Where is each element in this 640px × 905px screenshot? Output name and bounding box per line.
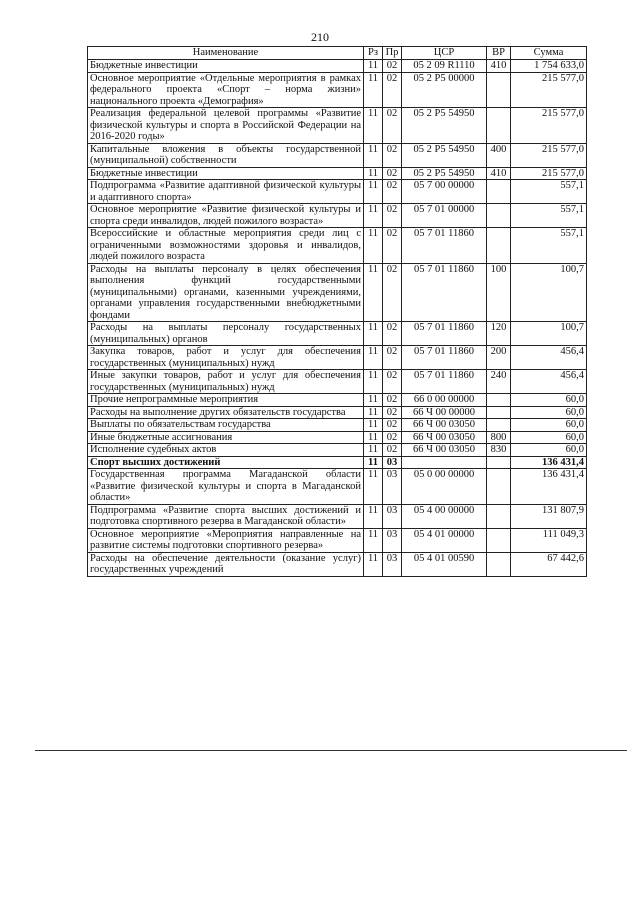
table-row <box>88 394 587 407</box>
cell-vr: 100 <box>487 263 511 322</box>
table-row <box>88 108 587 144</box>
cell-name: Спорт высших достижений <box>88 456 364 469</box>
cell-sum: 136 431,4 <box>511 469 587 505</box>
cell-name: Расходы на выполнение других обязательств государства <box>88 406 364 419</box>
cell-vr: 400 <box>487 143 511 167</box>
cell-csr: 05 0 00 00000 <box>402 469 487 505</box>
cell-pr: 03 <box>383 504 402 528</box>
cell-vr: 120 <box>487 322 511 346</box>
cell-vr <box>487 469 511 505</box>
cell-sum: 215 577,0 <box>511 72 587 108</box>
header-name: Наименование <box>88 47 364 60</box>
cell-sum: 557,1 <box>511 180 587 204</box>
cell-name: Бюджетные инвестиции <box>88 60 364 73</box>
cell-rz: 11 <box>364 180 383 204</box>
header-sum: Сумма <box>511 47 587 60</box>
table-row <box>88 346 587 370</box>
cell-csr: 66 Ч 00 00000 <box>402 406 487 419</box>
cell-csr: 05 7 01 11860 <box>402 228 487 264</box>
cell-sum: 60,0 <box>511 394 587 407</box>
table-row <box>88 322 587 346</box>
cell-csr: 05 7 01 11860 <box>402 370 487 394</box>
cell-rz: 11 <box>364 394 383 407</box>
cell-sum: 215 577,0 <box>511 143 587 167</box>
cell-name: Основное мероприятие «Развитие физической культуры и спорта среди инвалидов, людей пожилого возраста» <box>88 204 364 228</box>
cell-csr: 66 Ч 00 03050 <box>402 431 487 444</box>
cell-sum: 60,0 <box>511 444 587 457</box>
cell-sum: 557,1 <box>511 228 587 264</box>
cell-csr: 05 2 P5 00000 <box>402 72 487 108</box>
cell-sum: 60,0 <box>511 419 587 432</box>
table-row <box>88 180 587 204</box>
cell-rz: 11 <box>364 444 383 457</box>
cell-vr: 800 <box>487 431 511 444</box>
cell-name: Капитальные вложения в объекты государственной (муниципальной) собственности <box>88 143 364 167</box>
table-row <box>88 444 587 457</box>
cell-pr: 03 <box>383 456 402 469</box>
cell-csr: 05 7 01 11860 <box>402 263 487 322</box>
table-row <box>88 528 587 552</box>
cell-name: Прочие непрограммные мероприятия <box>88 394 364 407</box>
table-row <box>88 431 587 444</box>
table-row <box>88 143 587 167</box>
cell-pr: 02 <box>383 167 402 180</box>
cell-vr: 240 <box>487 370 511 394</box>
cell-pr: 03 <box>383 528 402 552</box>
table-row <box>88 469 587 505</box>
cell-name: Иные бюджетные ассигнования <box>88 431 364 444</box>
cell-rz: 11 <box>364 504 383 528</box>
cell-sum: 557,1 <box>511 204 587 228</box>
cell-vr <box>487 456 511 469</box>
cell-vr <box>487 72 511 108</box>
cell-pr: 02 <box>383 263 402 322</box>
budget-table <box>87 46 587 577</box>
cell-pr: 02 <box>383 228 402 264</box>
cell-rz: 11 <box>364 528 383 552</box>
cell-pr: 02 <box>383 394 402 407</box>
cell-sum: 131 807,9 <box>511 504 587 528</box>
cell-rz: 11 <box>364 346 383 370</box>
footer-divider <box>35 750 627 751</box>
cell-vr <box>487 228 511 264</box>
cell-name: Расходы на выплаты персоналу в целях обеспечения выполнения функций государственными (муниципальными) органами, казенными учреждениями, органами управления государственными внебюджетными фондами <box>88 263 364 322</box>
cell-name: Исполнение судебных актов <box>88 444 364 457</box>
cell-pr: 02 <box>383 204 402 228</box>
cell-pr: 02 <box>383 72 402 108</box>
cell-rz: 11 <box>364 263 383 322</box>
cell-rz: 11 <box>364 456 383 469</box>
cell-pr: 02 <box>383 444 402 457</box>
cell-sum: 456,4 <box>511 370 587 394</box>
cell-rz: 11 <box>364 370 383 394</box>
cell-rz: 11 <box>364 204 383 228</box>
cell-name: Выплаты по обязательствам государства <box>88 419 364 432</box>
table-row <box>88 456 587 469</box>
cell-vr: 200 <box>487 346 511 370</box>
cell-name: Подпрограмма «Развитие спорта высших достижений и подготовка спортивного резерва в Магаданской области» <box>88 504 364 528</box>
cell-pr: 02 <box>383 346 402 370</box>
table-row <box>88 406 587 419</box>
cell-csr: 05 7 01 11860 <box>402 346 487 370</box>
cell-vr <box>487 504 511 528</box>
table-row <box>88 72 587 108</box>
cell-csr: 05 4 01 00000 <box>402 528 487 552</box>
cell-name: Реализация федеральной целевой программы «Развитие физической культуры и спорта в Российской Федерации на 2016-2020 годы» <box>88 108 364 144</box>
header-rz: Рз <box>364 47 383 60</box>
cell-csr: 05 2 P5 54950 <box>402 108 487 144</box>
cell-vr <box>487 406 511 419</box>
table-row <box>88 419 587 432</box>
cell-rz: 11 <box>364 322 383 346</box>
cell-csr: 05 7 01 11860 <box>402 322 487 346</box>
cell-vr <box>487 204 511 228</box>
cell-sum: 60,0 <box>511 406 587 419</box>
cell-csr: 05 4 01 00590 <box>402 552 487 576</box>
cell-csr: 05 7 01 00000 <box>402 204 487 228</box>
table-body <box>88 60 587 577</box>
cell-pr: 02 <box>383 406 402 419</box>
cell-name: Основное мероприятие «Отдельные мероприятия в рамках федерального проекта «Спорт – норма жизни» национального проекта «Демография» <box>88 72 364 108</box>
cell-rz: 11 <box>364 72 383 108</box>
cell-name: Подпрограмма «Развитие адаптивной физической культуры и адаптивного спорта» <box>88 180 364 204</box>
cell-rz: 11 <box>364 431 383 444</box>
cell-csr: 05 2 P5 54950 <box>402 143 487 167</box>
table-row <box>88 204 587 228</box>
cell-vr <box>487 180 511 204</box>
cell-sum: 111 049,3 <box>511 528 587 552</box>
cell-pr: 02 <box>383 143 402 167</box>
cell-sum: 67 442,6 <box>511 552 587 576</box>
cell-name: Основное мероприятие «Мероприятия направленные на развитие системы подготовки спортивного резерва» <box>88 528 364 552</box>
cell-vr: 410 <box>487 60 511 73</box>
cell-name: Всероссийские и областные мероприятия среди лиц с ограниченными возможностями здоровья и инвалидов, людей пожилого возраста <box>88 228 364 264</box>
header-vr: ВР <box>487 47 511 60</box>
cell-rz: 11 <box>364 552 383 576</box>
cell-vr <box>487 419 511 432</box>
table-row <box>88 60 587 73</box>
table-row <box>88 370 587 394</box>
cell-vr: 830 <box>487 444 511 457</box>
cell-sum: 100,7 <box>511 322 587 346</box>
cell-rz: 11 <box>364 228 383 264</box>
cell-vr <box>487 108 511 144</box>
cell-pr: 02 <box>383 108 402 144</box>
header-pr: Пр <box>383 47 402 60</box>
cell-csr: 66 Ч 00 03050 <box>402 444 487 457</box>
cell-pr: 03 <box>383 469 402 505</box>
cell-vr <box>487 552 511 576</box>
cell-csr: 66 0 00 00000 <box>402 394 487 407</box>
cell-name: Закупка товаров, работ и услуг для обеспечения государственных (муниципальных) нужд <box>88 346 364 370</box>
cell-pr: 02 <box>383 322 402 346</box>
cell-rz: 11 <box>364 60 383 73</box>
cell-sum: 215 577,0 <box>511 108 587 144</box>
table-row <box>88 228 587 264</box>
cell-sum: 100,7 <box>511 263 587 322</box>
page-number: 210 <box>311 30 329 44</box>
table-header-row <box>88 47 587 60</box>
cell-vr <box>487 528 511 552</box>
cell-name: Расходы на обеспечение деятельности (оказание услуг) государственных учреждений <box>88 552 364 576</box>
cell-rz: 11 <box>364 406 383 419</box>
cell-csr: 05 2 P5 54950 <box>402 167 487 180</box>
cell-sum: 456,4 <box>511 346 587 370</box>
cell-csr: 05 2 09 R1110 <box>402 60 487 73</box>
cell-rz: 11 <box>364 143 383 167</box>
header-csr: ЦСР <box>402 47 487 60</box>
cell-sum: 215 577,0 <box>511 167 587 180</box>
cell-name: Иные закупки товаров, работ и услуг для обеспечения государственных (муниципальных) нужд <box>88 370 364 394</box>
cell-csr: 05 4 00 00000 <box>402 504 487 528</box>
cell-pr: 02 <box>383 180 402 204</box>
table-row <box>88 263 587 322</box>
cell-csr: 05 7 00 00000 <box>402 180 487 204</box>
cell-name: Расходы на выплаты персоналу государственных (муниципальных) органов <box>88 322 364 346</box>
cell-csr <box>402 456 487 469</box>
cell-rz: 11 <box>364 469 383 505</box>
cell-name: Бюджетные инвестиции <box>88 167 364 180</box>
cell-vr: 410 <box>487 167 511 180</box>
cell-rz: 11 <box>364 419 383 432</box>
cell-name: Государственная программа Магаданской области «Развитие физической культуры и спорта в Магаданской области» <box>88 469 364 505</box>
table-row <box>88 552 587 576</box>
cell-sum: 60,0 <box>511 431 587 444</box>
cell-rz: 11 <box>364 167 383 180</box>
cell-rz: 11 <box>364 108 383 144</box>
cell-pr: 02 <box>383 431 402 444</box>
cell-pr: 03 <box>383 552 402 576</box>
table-row <box>88 167 587 180</box>
cell-vr <box>487 394 511 407</box>
cell-pr: 02 <box>383 419 402 432</box>
cell-sum: 136 431,4 <box>511 456 587 469</box>
cell-csr: 66 Ч 00 03050 <box>402 419 487 432</box>
cell-sum: 1 754 633,0 <box>511 60 587 73</box>
cell-pr: 02 <box>383 60 402 73</box>
cell-pr: 02 <box>383 370 402 394</box>
table-row <box>88 504 587 528</box>
